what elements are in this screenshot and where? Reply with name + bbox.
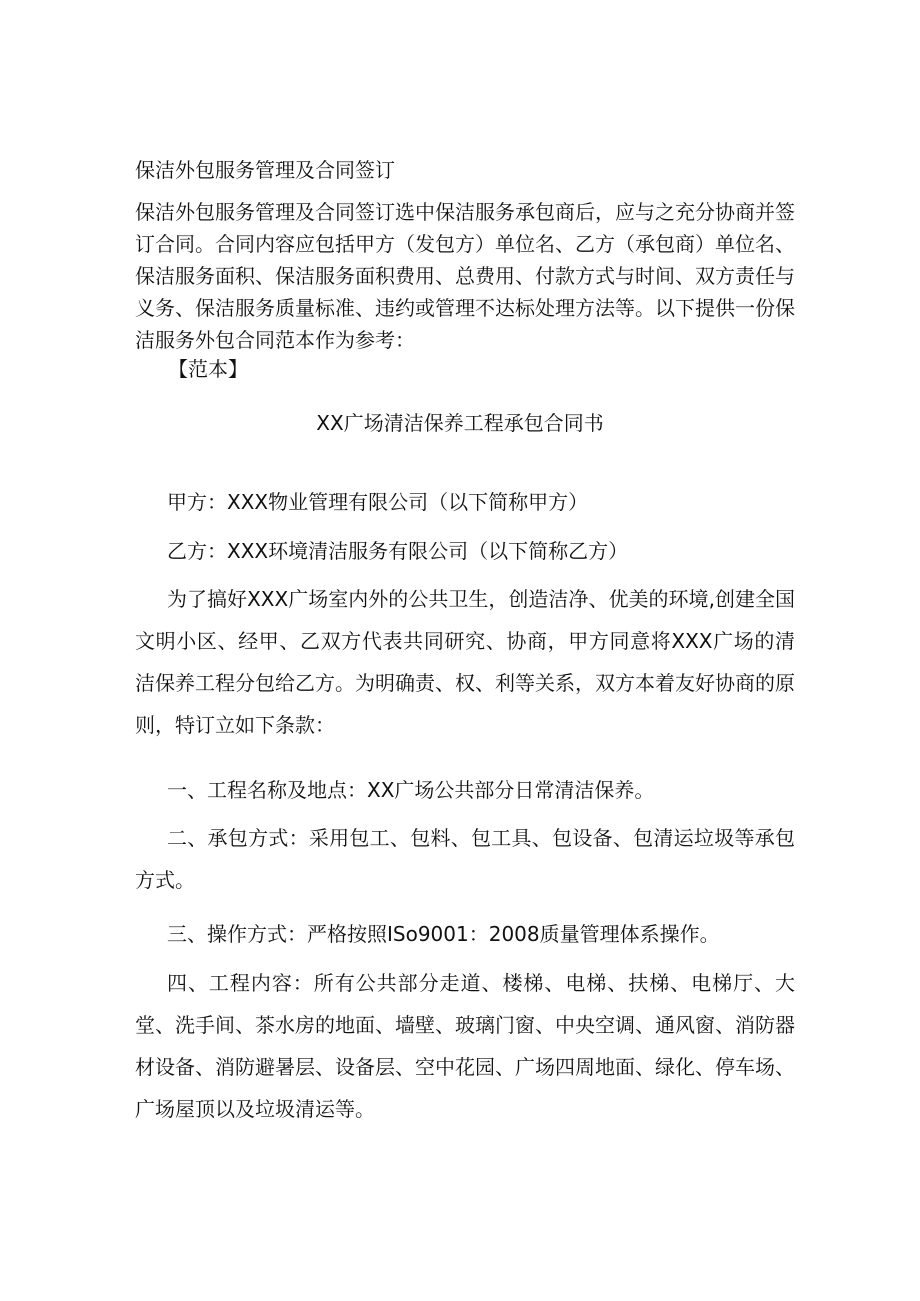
sample-tag: 【范本】 [168, 357, 248, 381]
contract-title: XX广场清洁保养工程承包合同书 [316, 411, 604, 435]
party-b-line: 乙方：XXX环境清洁服务有限公司（以下简称乙方） [167, 539, 629, 563]
clause-4: 四、工程内容：所有公共部分走道、楼梯、电梯、扶梯、电梯厅、大堂、洗手间、茶水房的地面、墙壁、玻璃门窗、中央空调、通风窗、消防器材设备、消防避暑层、设备层、空中花园、广场四周地面、绿化、停车场、广场屋顶以及垃圾清运等。 [135, 971, 795, 1121]
preamble-paragraph: 为了搞好XXX广场室内外的公共卫生，创造洁净、优美的环境,创建全国文明小区、经甲、乙双方代表共同研究、协商，甲方同意将XXX广场的清洁保养工程分包给乙方。为明确责、权、利等关系，双方本着友好协商的原则，特订立如下条款： [135, 587, 795, 737]
intro-paragraph: 保洁外包服务管理及合同签订选中保洁服务承包商后，应与之充分协商并签订合同。合同内容应包括甲方（发包方）单位名、乙方（承包商）单位名、保洁服务面积、保洁服务面积费用、总费用、付款方式与时间、双方责任与义务、保洁服务质量标准、违约或管理不达标处理方法等。以下提供一份保洁服务外包合同范本作为参考： [135, 200, 795, 352]
party-a-line: 甲方：XXX物业管理有限公司（以下简称甲方） [167, 490, 589, 514]
document-title: 保洁外包服务管理及合同签订 [135, 158, 395, 182]
clause-3: 三、操作方式：严格按照ISo9001：2008质量管理体系操作。 [167, 922, 720, 946]
clause-1: 一、工程名称及地点：XX广场公共部分日常清洁保养。 [167, 778, 655, 802]
clause-2: 二、承包方式：采用包工、包料、包工具、包设备、包清运垃圾等承包方式。 [135, 826, 795, 892]
